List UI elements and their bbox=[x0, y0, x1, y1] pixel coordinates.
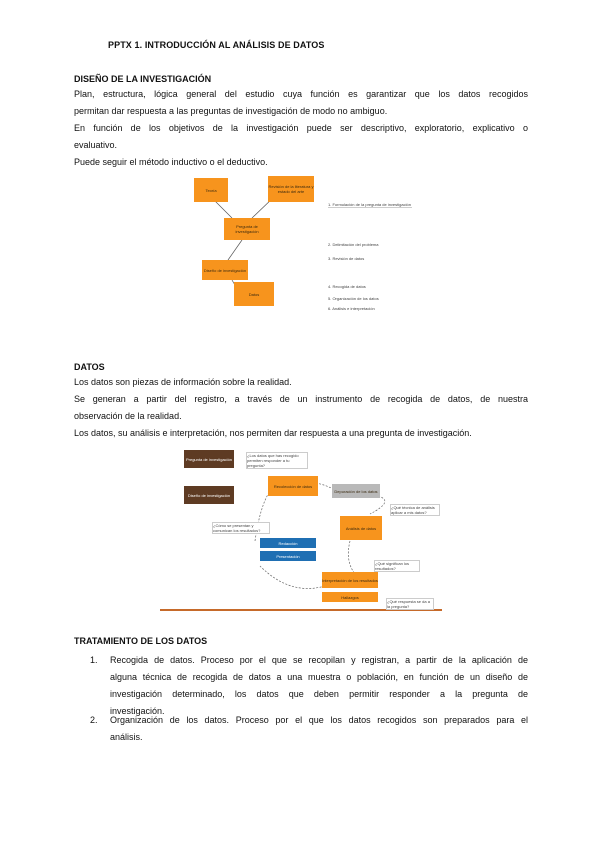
writing-box: Redacción bbox=[260, 538, 316, 548]
document-title: PPTX 1. INTRODUCCIÓN AL ANÁLISIS DE DATOS bbox=[108, 40, 325, 50]
paragraph-line: evaluativo. bbox=[74, 140, 118, 150]
list-number: 2. bbox=[90, 715, 98, 725]
step-note-2: 2. Delimitación del problema bbox=[328, 242, 379, 247]
collection-box: Recolección de datos bbox=[268, 476, 318, 496]
literature-box: Revisión de la literatura y estado del arte bbox=[268, 176, 314, 202]
question-box: Pregunta de investigación bbox=[184, 450, 234, 468]
list-line: investigación determinado, los datos que deben permitir responder a la pregunta de bbox=[110, 689, 528, 699]
data-process-diagram bbox=[160, 446, 442, 612]
list-line: alguna técnica de recogida de datos a una muestra o población, en función de un diseño de bbox=[110, 672, 528, 682]
paragraph-line: Plan, estructura, lógica general del estudio cuya función es garantizar que los datos recogidos bbox=[74, 89, 528, 99]
research-question-box: Pregunta de investigación bbox=[224, 218, 270, 240]
question-note-2: ¿Qué técnica de análisis aplicar a mis datos? bbox=[390, 504, 440, 516]
paragraph-line: Puede seguir el método inductivo o el deductivo. bbox=[74, 157, 268, 167]
paragraph-line: Se generan a partir del registro, a través de un instrumento de recogida de datos, de nuestra bbox=[74, 394, 528, 404]
paragraph-line: Los datos, su análisis e interpretación, nos permiten dar respuesta a una pregunta de investigación. bbox=[74, 428, 472, 438]
cleaning-box: Depuración de los datos bbox=[332, 484, 380, 498]
question-note-4: ¿Qué significan los resultados? bbox=[374, 560, 420, 572]
step-note-6: 6. Análisis e interpretación bbox=[328, 306, 375, 311]
question-note-5: ¿Qué respuesta se da a la pregunta? bbox=[386, 598, 434, 610]
list-line: Recogida de datos. Proceso por el que se recopilan y registran, a partir de la aplicación de bbox=[110, 655, 528, 665]
presentation-box: Presentación bbox=[260, 551, 316, 561]
question-note-1: ¿Los datos que has recogido permiten responder a tu pregunta? bbox=[246, 452, 308, 469]
design-box: Diseño de investigación bbox=[202, 260, 248, 280]
section-heading-datos: DATOS bbox=[74, 362, 105, 372]
list-number: 1. bbox=[90, 655, 98, 665]
list-line: Organización de los datos. Proceso por el que los datos recogidos son preparados para el bbox=[110, 715, 528, 725]
findings-box: Hallazgos bbox=[322, 592, 378, 602]
list-line: investigación. bbox=[110, 706, 165, 716]
data-box: Datos bbox=[234, 282, 274, 306]
paragraph-line: Los datos son piezas de información sobre la realidad. bbox=[74, 377, 292, 387]
list-line: análisis. bbox=[110, 732, 143, 742]
paragraph-line: En función de los objetivos de la investigación puede ser descriptivo, exploratorio, explicativo o bbox=[74, 123, 528, 133]
step-note-5: 5. Organización de los datos bbox=[328, 296, 379, 301]
paragraph-line: permitan dar respuesta a las preguntas de investigación de modo no ambiguo. bbox=[74, 106, 388, 116]
theory-box: Teoría bbox=[194, 178, 228, 202]
list-item bbox=[90, 712, 528, 748]
step-note-3: 3. Revisión de datos bbox=[328, 256, 365, 261]
paragraph-line: observación de la realidad. bbox=[74, 411, 182, 421]
analysis-box: Análisis de datos bbox=[340, 516, 382, 540]
section-heading-diseno: DISEÑO DE LA INVESTIGACIÓN bbox=[74, 74, 212, 84]
interpretation-box: Interpretación de los resultados bbox=[322, 572, 378, 588]
question-note-3: ¿Cómo se presentan y comunican los resultados? bbox=[212, 522, 270, 534]
research-design-diagram bbox=[190, 172, 415, 312]
step-note-4: 4. Recogida de datos bbox=[328, 284, 366, 289]
design-box: Diseño de investigación bbox=[184, 486, 234, 504]
section-heading-tratamiento: TRATAMIENTO DE LOS DATOS bbox=[74, 636, 208, 646]
step-note-1: 1. Formulación de la pregunta de investigación bbox=[328, 202, 411, 207]
cycle-arrows bbox=[160, 446, 442, 612]
